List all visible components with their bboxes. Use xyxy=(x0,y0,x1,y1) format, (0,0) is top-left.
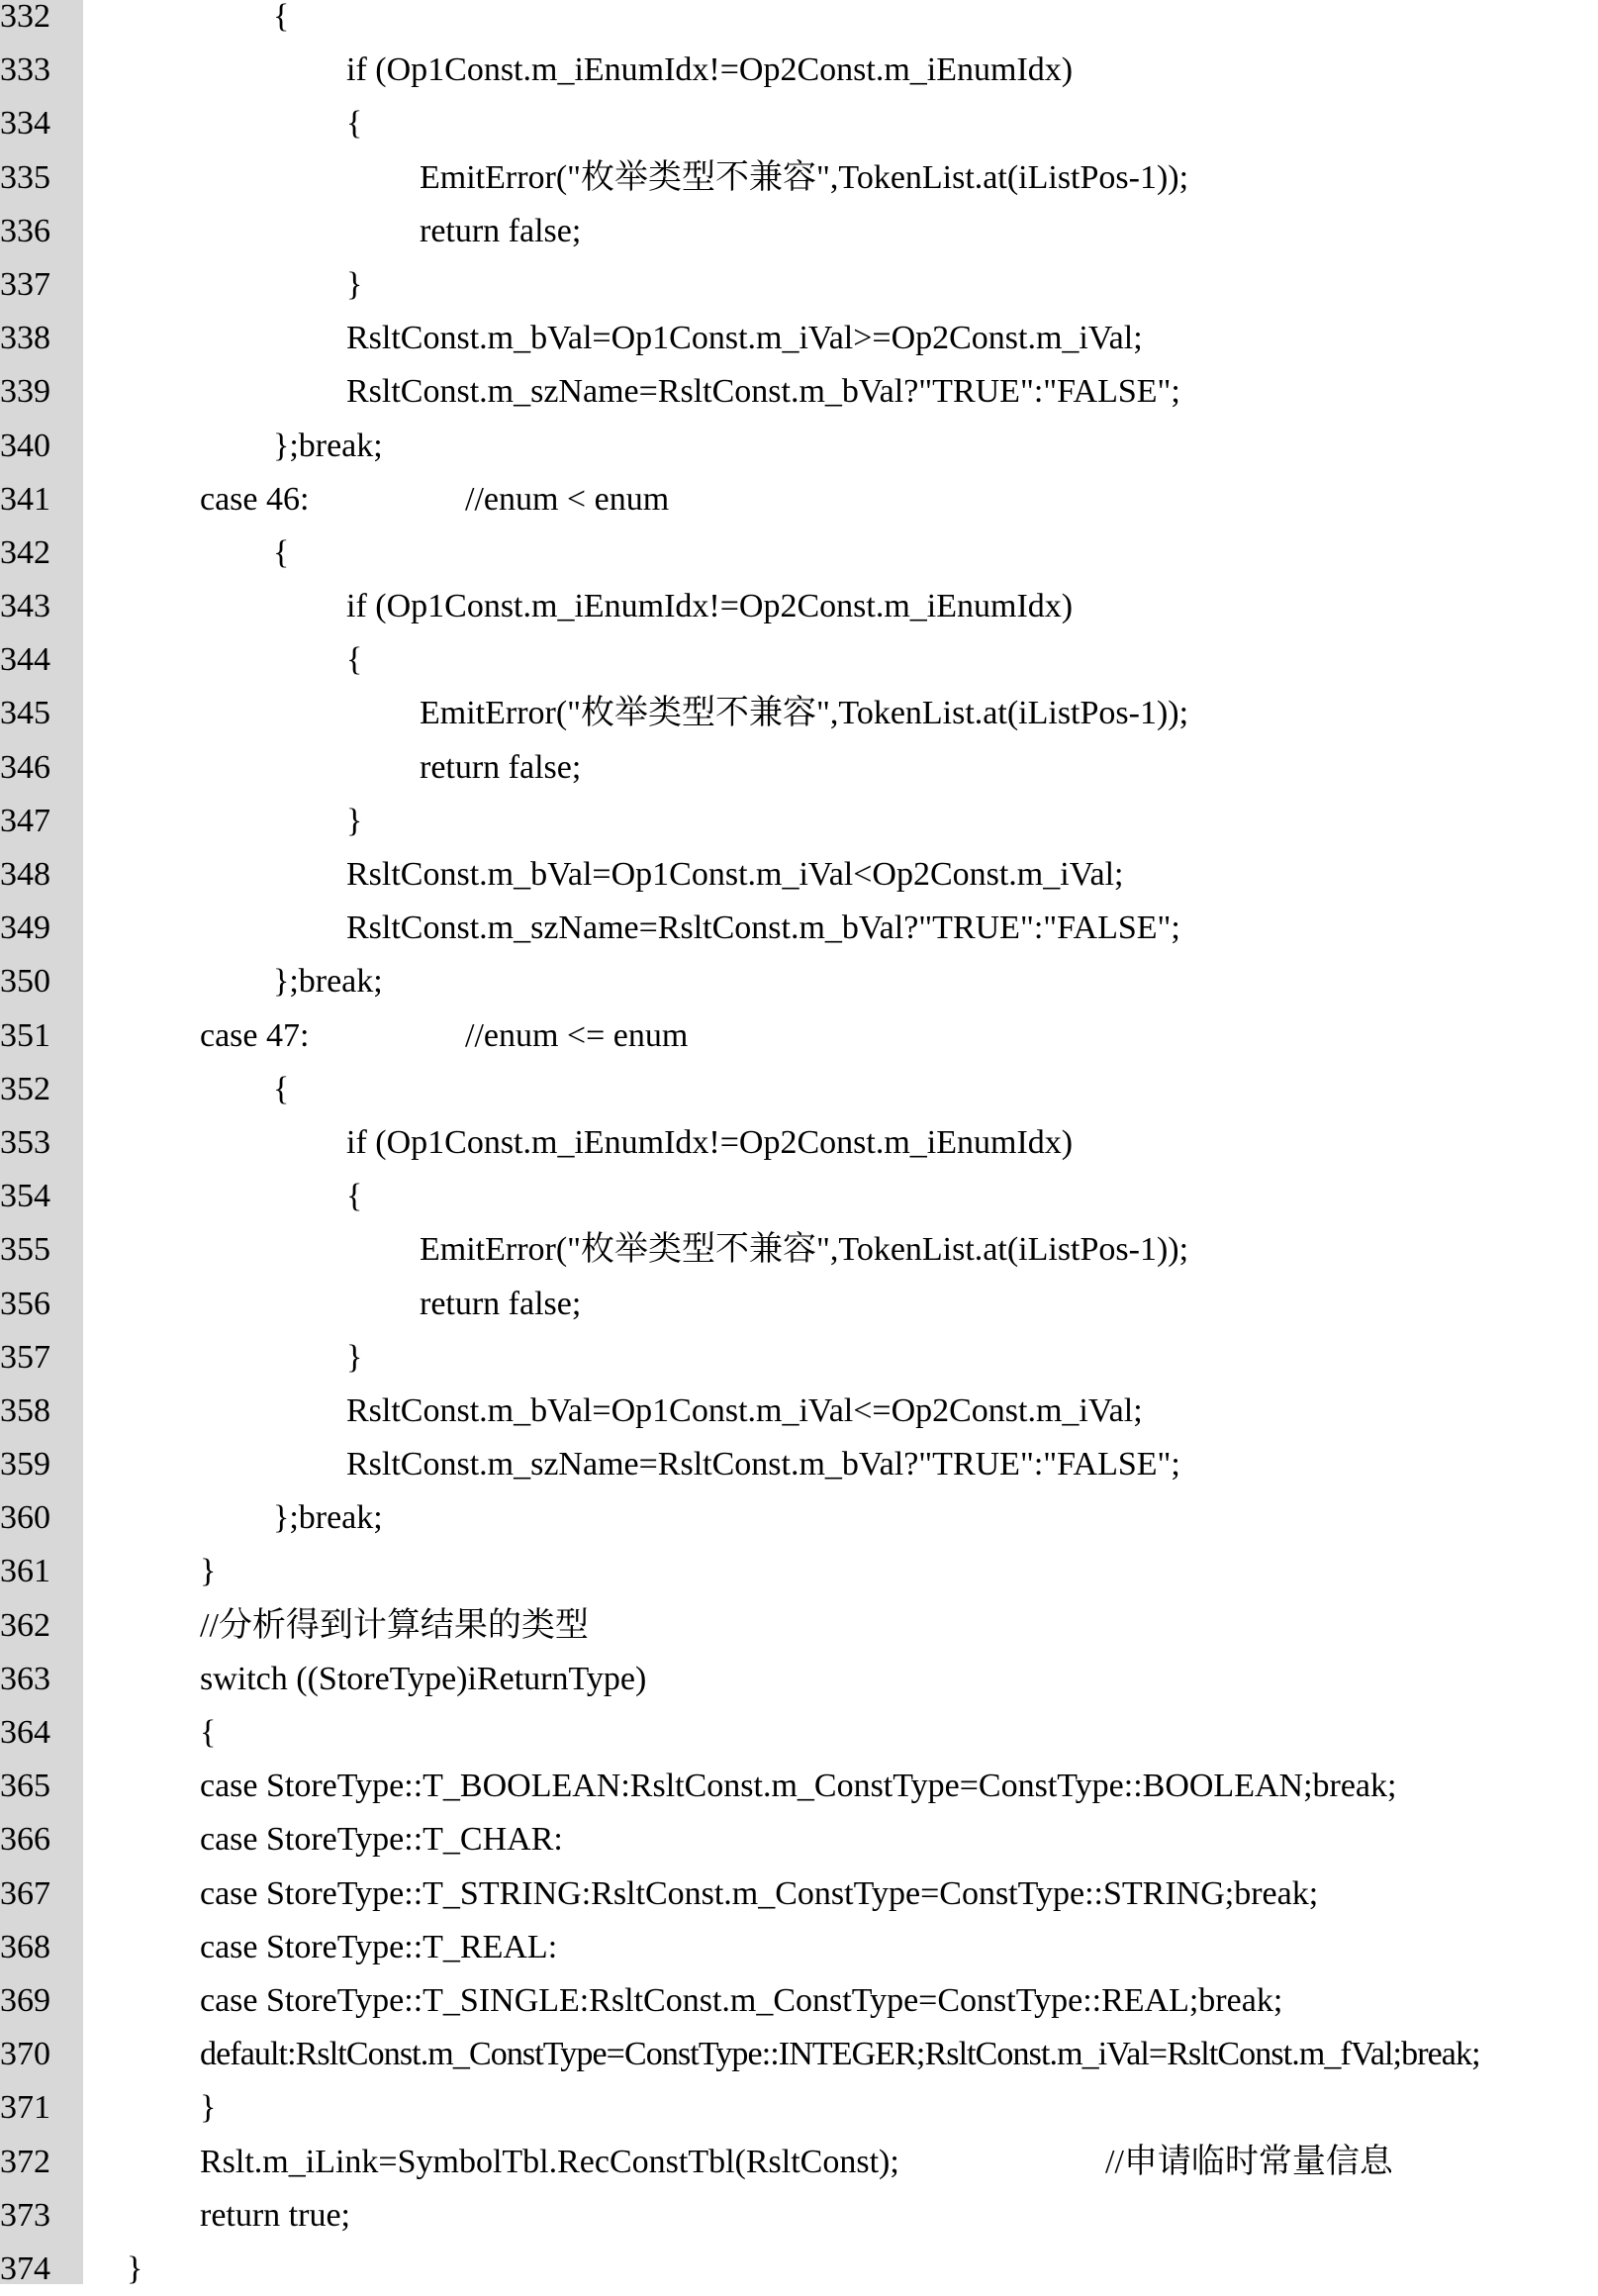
code-line xyxy=(0,1331,1598,1385)
line-number: 355 xyxy=(0,1231,50,1269)
code-line xyxy=(0,2243,1598,2296)
code-text: } xyxy=(200,2089,217,2127)
code-text: RsltConst.m_bVal=Op1Const.m_iVal<Op2Const.m_iVal; xyxy=(346,856,1124,893)
code-text: RsltConst.m_szName=RsltConst.m_bVal?"TRUE":"FALSE"; xyxy=(346,1446,1180,1483)
code-line xyxy=(0,741,1598,795)
code-text: if (Op1Const.m_iEnumIdx!=Op2Const.m_iEnumIdx) xyxy=(346,588,1074,625)
line-number: 338 xyxy=(0,320,50,357)
code-text: { xyxy=(273,0,290,35)
line-number: 349 xyxy=(0,909,50,947)
code-text: } xyxy=(200,1553,217,1590)
code-line xyxy=(0,1653,1598,1706)
code-text: };break; xyxy=(273,1499,383,1537)
code-line xyxy=(0,1760,1598,1813)
code-text: EmitError("枚举类型不兼容",TokenList.at(iListPos-1)); xyxy=(420,695,1189,732)
code-line xyxy=(0,1974,1598,2028)
code-line xyxy=(0,1278,1598,1331)
code-text: RsltConst.m_szName=RsltConst.m_bVal?"TRUE":"FALSE"; xyxy=(346,909,1180,947)
line-number: 362 xyxy=(0,1606,50,1644)
code-text: } xyxy=(127,2249,143,2287)
line-number: 346 xyxy=(0,748,50,786)
line-number: 357 xyxy=(0,1338,50,1376)
line-number: 373 xyxy=(0,2196,50,2234)
line-number: 353 xyxy=(0,1123,50,1161)
code-text: return false; xyxy=(420,212,582,249)
code-text: switch ((StoreType)iReturnType) xyxy=(200,1660,647,1697)
line-number: 340 xyxy=(0,427,50,464)
code-text: case 47: xyxy=(200,1016,310,1054)
line-number: 332 xyxy=(0,0,50,35)
code-line xyxy=(0,1813,1598,1866)
code-line xyxy=(0,902,1598,955)
line-number: 344 xyxy=(0,641,50,679)
code-line xyxy=(0,151,1598,205)
code-comment: //enum < enum xyxy=(465,480,670,518)
code-line xyxy=(0,2136,1598,2189)
code-line xyxy=(0,473,1598,526)
code-text: if (Op1Const.m_iEnumIdx!=Op2Const.m_iEnumIdx) xyxy=(346,51,1074,89)
code-text: //分析得到计算结果的类型 xyxy=(200,1606,589,1644)
line-number: 361 xyxy=(0,1553,50,1590)
line-number: 358 xyxy=(0,1391,50,1429)
code-text: { xyxy=(346,105,363,143)
code-line xyxy=(0,1385,1598,1438)
line-number: 356 xyxy=(0,1285,50,1322)
code-text: { xyxy=(346,1178,363,1215)
code-line xyxy=(0,44,1598,97)
line-number: 368 xyxy=(0,1928,50,1965)
line-number: 366 xyxy=(0,1821,50,1859)
line-number: 374 xyxy=(0,2249,50,2287)
line-number: 371 xyxy=(0,2089,50,2127)
code-text: case StoreType::T_REAL: xyxy=(200,1928,558,1965)
code-line xyxy=(0,1599,1598,1653)
code-text: { xyxy=(346,641,363,679)
code-line xyxy=(0,848,1598,902)
line-number: 363 xyxy=(0,1660,50,1697)
line-number: 348 xyxy=(0,856,50,893)
code-text: case 46: xyxy=(200,480,310,518)
line-number: 334 xyxy=(0,105,50,143)
code-text: return true; xyxy=(200,2196,350,2234)
code-text: case StoreType::T_BOOLEAN:RsltConst.m_ConstType=ConstType::BOOLEAN;break; xyxy=(200,1768,1397,1805)
code-line xyxy=(0,1116,1598,1170)
line-number: 345 xyxy=(0,695,50,732)
code-line xyxy=(0,633,1598,687)
code-text: };break; xyxy=(273,963,383,1001)
code-line xyxy=(0,2189,1598,2243)
line-number: 352 xyxy=(0,1070,50,1107)
line-number: 354 xyxy=(0,1178,50,1215)
code-text: { xyxy=(200,1714,217,1751)
code-text: };break; xyxy=(273,427,383,464)
code-line xyxy=(0,1009,1598,1063)
code-line xyxy=(0,1223,1598,1277)
code-line xyxy=(0,1438,1598,1491)
code-text: case StoreType::T_SINGLE:RsltConst.m_ConstType=ConstType::REAL;break; xyxy=(200,1981,1283,2019)
code-text: } xyxy=(346,802,363,839)
code-text: } xyxy=(346,265,363,303)
code-line xyxy=(0,1063,1598,1116)
line-number: 367 xyxy=(0,1874,50,1912)
code-text: default:RsltConst.m_ConstType=ConstType::INTEGER;RsltConst.m_iVal=RsltConst.m_fVal;break; xyxy=(200,2036,1480,2073)
line-number: 369 xyxy=(0,1981,50,2019)
code-line xyxy=(0,97,1598,150)
code-text: RsltConst.m_szName=RsltConst.m_bVal?"TRUE":"FALSE"; xyxy=(346,373,1180,411)
code-line xyxy=(0,1706,1598,1760)
code-line xyxy=(0,2081,1598,2135)
line-number: 359 xyxy=(0,1446,50,1483)
code-line xyxy=(0,1867,1598,1921)
code-text: return false; xyxy=(420,1285,582,1322)
line-number: 350 xyxy=(0,963,50,1001)
code-line xyxy=(0,526,1598,580)
code-line xyxy=(0,1491,1598,1545)
code-line xyxy=(0,687,1598,740)
line-number: 341 xyxy=(0,480,50,518)
code-text: EmitError("枚举类型不兼容",TokenList.at(iListPos-1)); xyxy=(420,1231,1189,1269)
code-line xyxy=(0,258,1598,312)
code-text: } xyxy=(346,1338,363,1376)
line-number: 360 xyxy=(0,1499,50,1537)
line-number: 364 xyxy=(0,1714,50,1751)
code-line xyxy=(0,205,1598,258)
line-number: 335 xyxy=(0,158,50,196)
code-text: RsltConst.m_bVal=Op1Const.m_iVal<=Op2Const.m_iVal; xyxy=(346,1391,1143,1429)
code-line xyxy=(0,795,1598,848)
line-number: 343 xyxy=(0,588,50,625)
code-text: EmitError("枚举类型不兼容",TokenList.at(iListPos-1)); xyxy=(420,158,1189,196)
code-text: RsltConst.m_bVal=Op1Const.m_iVal>=Op2Const.m_iVal; xyxy=(346,320,1143,357)
code-line xyxy=(0,312,1598,365)
line-number: 337 xyxy=(0,265,50,303)
line-number: 370 xyxy=(0,2036,50,2073)
line-number: 365 xyxy=(0,1768,50,1805)
line-number: 342 xyxy=(0,533,50,571)
code-line xyxy=(0,1921,1598,1974)
code-text: { xyxy=(273,1070,290,1107)
code-line xyxy=(0,1170,1598,1223)
code-comment: //申请临时常量信息 xyxy=(1105,2143,1393,2180)
code-text: case StoreType::T_STRING:RsltConst.m_ConstType=ConstType::STRING;break; xyxy=(200,1874,1319,1912)
code-line xyxy=(0,420,1598,473)
line-number: 339 xyxy=(0,373,50,411)
line-number: 333 xyxy=(0,51,50,89)
code-text: if (Op1Const.m_iEnumIdx!=Op2Const.m_iEnumIdx) xyxy=(346,1123,1074,1161)
code-line xyxy=(0,365,1598,419)
code-comment: //enum <= enum xyxy=(465,1016,689,1054)
line-number: 347 xyxy=(0,802,50,839)
line-number: 336 xyxy=(0,212,50,249)
code-text: case StoreType::T_CHAR: xyxy=(200,1821,563,1859)
code-line xyxy=(0,580,1598,633)
code-text: { xyxy=(273,533,290,571)
line-number: 351 xyxy=(0,1016,50,1054)
code-text: return false; xyxy=(420,748,582,786)
code-line xyxy=(0,1545,1598,1598)
line-number: 372 xyxy=(0,2143,50,2180)
code-text: Rslt.m_iLink=SymbolTbl.RecConstTbl(RsltConst); xyxy=(200,2143,899,2180)
code-line xyxy=(0,0,1598,44)
code-line xyxy=(0,2028,1598,2081)
code-line xyxy=(0,955,1598,1008)
